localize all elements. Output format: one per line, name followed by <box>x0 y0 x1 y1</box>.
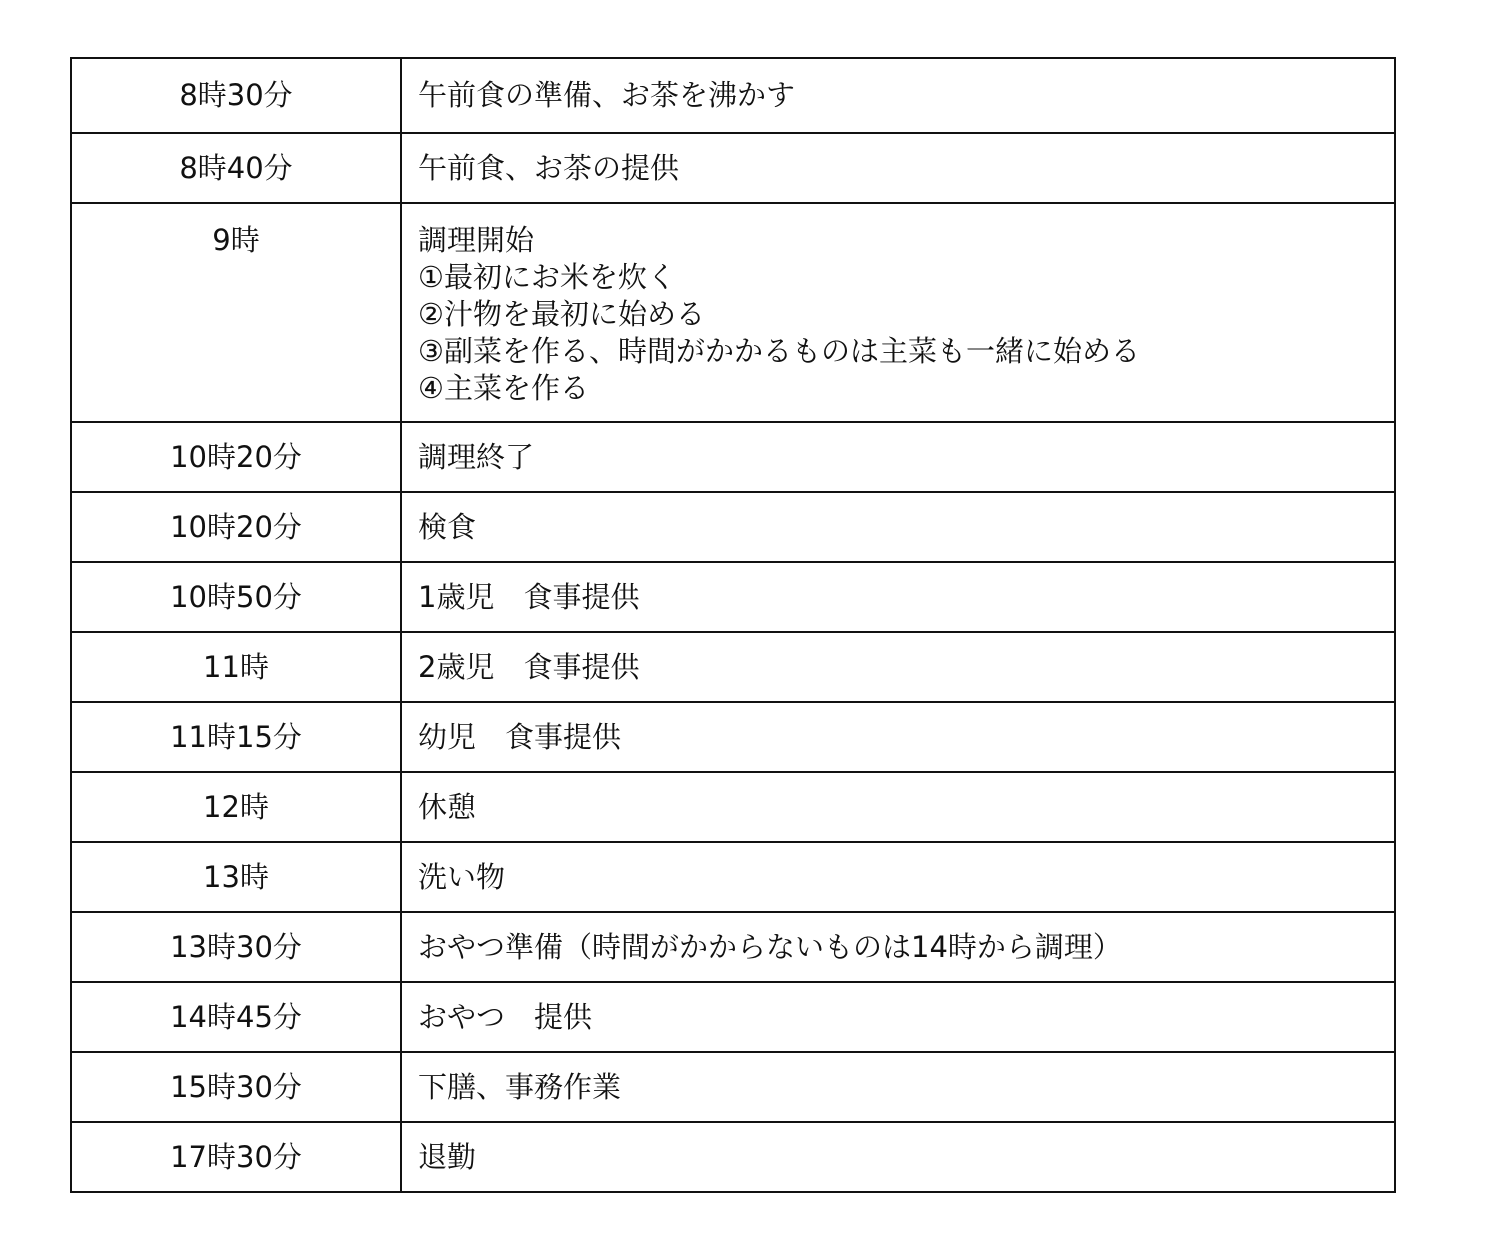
task-step: ④主菜を作る <box>418 371 589 405</box>
time-cell: 17時30分 <box>71 1122 401 1192</box>
task-cell <box>401 133 1395 203</box>
task-cell <box>401 422 1395 492</box>
time-cell: 15時30分 <box>71 1052 401 1122</box>
task-cell <box>401 203 1395 422</box>
task-text: 検食 <box>418 509 477 544</box>
task-text: おやつ準備（時間がかからないものは14時から調理） <box>418 929 1122 964</box>
task-cell <box>401 912 1395 982</box>
task-text: 1歳児 食事提供 <box>418 579 640 614</box>
time-cell: 10時50分 <box>71 562 401 632</box>
task-step: ②汁物を最初に始める <box>418 297 705 331</box>
task-text: 調理開始 <box>418 223 535 257</box>
task-cell <box>401 492 1395 562</box>
table-row <box>71 492 1395 562</box>
table-row <box>71 842 1395 912</box>
task-text: 退勤 <box>418 1139 477 1174</box>
time-cell: 8時30分 <box>71 58 401 133</box>
table-row <box>71 982 1395 1052</box>
table-row <box>71 133 1395 203</box>
task-cell <box>401 772 1395 842</box>
task-step: ①最初にお米を炊く <box>418 260 676 294</box>
task-text: 休憩 <box>418 789 477 824</box>
schedule-table <box>70 57 1396 1193</box>
task-cell <box>401 1052 1395 1122</box>
table-row <box>71 422 1395 492</box>
task-step: ③副菜を作る、時間がかかるものは主菜も一緒に始める <box>418 334 1140 368</box>
task-text: 午前食の準備、お茶を沸かす <box>418 78 796 112</box>
table-row <box>71 1122 1395 1192</box>
task-text: 午前食、お茶の提供 <box>418 150 680 185</box>
table-row <box>71 632 1395 702</box>
time-cell: 10時20分 <box>71 422 401 492</box>
task-cell <box>401 562 1395 632</box>
task-text: 下膳、事務作業 <box>418 1069 622 1104</box>
task-text: 2歳児 食事提供 <box>418 649 640 684</box>
table-row <box>71 702 1395 772</box>
task-cell <box>401 1122 1395 1192</box>
table-row <box>71 1052 1395 1122</box>
task-cell <box>401 982 1395 1052</box>
time-cell: 10時20分 <box>71 492 401 562</box>
time-cell: 14時45分 <box>71 982 401 1052</box>
time-cell: 13時30分 <box>71 912 401 982</box>
time-cell: 11時 <box>71 632 401 702</box>
task-text: 洗い物 <box>418 859 506 894</box>
table-row <box>71 912 1395 982</box>
table-row <box>71 58 1395 133</box>
task-cell <box>401 632 1395 702</box>
task-text: 調理終了 <box>418 439 535 474</box>
table-row <box>71 203 1395 422</box>
task-text: おやつ 提供 <box>418 999 593 1034</box>
task-text: 幼児 食事提供 <box>418 719 622 754</box>
task-cell <box>401 842 1395 912</box>
time-cell: 11時15分 <box>71 702 401 772</box>
task-cell <box>401 58 1395 133</box>
time-cell: 13時 <box>71 842 401 912</box>
time-cell: 8時40分 <box>71 133 401 203</box>
table-row <box>71 562 1395 632</box>
task-cell <box>401 702 1395 772</box>
table-row <box>71 772 1395 842</box>
time-cell: 9時 <box>71 203 401 422</box>
time-cell: 12時 <box>71 772 401 842</box>
